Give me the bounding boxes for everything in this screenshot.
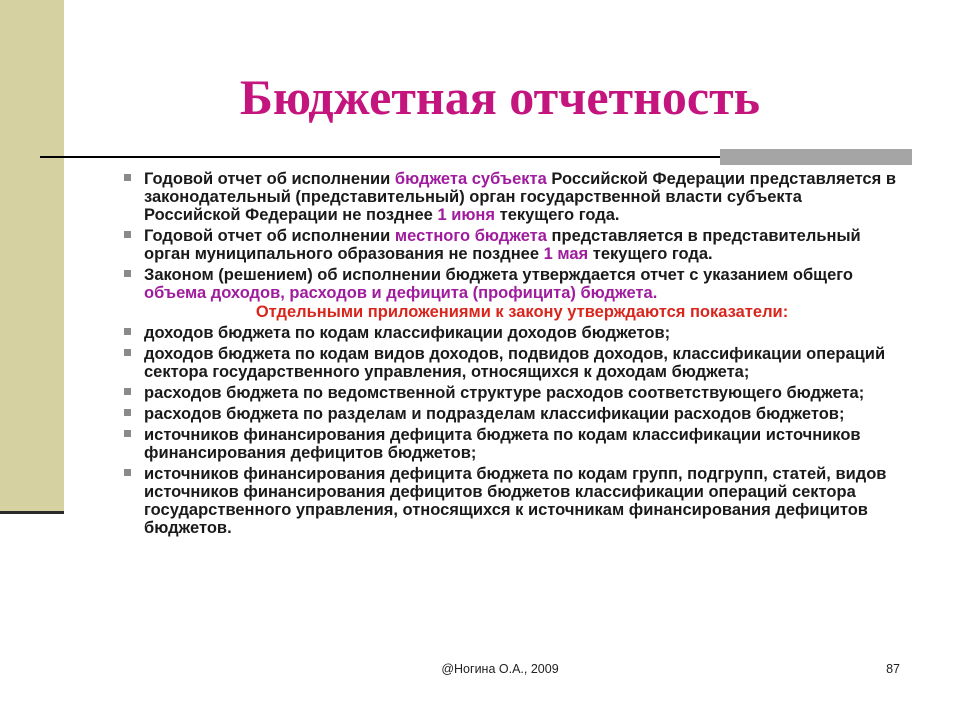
item-text-part: Законом (решением) об исполнении бюджета утверждается отчет с указанием общего <box>144 266 854 284</box>
highlighted-text: объема доходов, расходов и дефицита (профицита) бюджета. <box>144 284 658 302</box>
highlighted-date: 1 июня <box>437 206 496 224</box>
indicator-text: источников финансирования дефицита бюджета по кодам классификации источников финансирования дефицитов бюджетов; <box>144 426 861 462</box>
highlighted-date: 1 мая <box>543 245 589 263</box>
indicator-text: доходов бюджета по кодам классификации доходов бюджетов; <box>144 324 671 342</box>
square-bullet-icon <box>124 270 131 277</box>
indicator-item <box>120 324 900 342</box>
indicator-item <box>120 345 900 381</box>
item-text-part: текущего года. <box>588 245 713 263</box>
decorative-gray-bar <box>720 149 912 165</box>
highlighted-text: бюджета субъекта <box>394 170 547 188</box>
square-bullet-icon <box>124 430 131 437</box>
indicator-item <box>120 405 900 423</box>
square-bullet-icon <box>124 469 131 476</box>
indicators-heading: Отдельными приложениями к закону утверждаются показатели: <box>255 303 789 321</box>
item-text-part: Годовой отчет об исполнении <box>144 227 395 245</box>
square-bullet-icon <box>124 388 131 395</box>
indicator-item <box>120 465 900 537</box>
list-item <box>120 170 900 224</box>
indicator-item <box>120 384 900 402</box>
indicator-text: расходов бюджета по разделам и подразделам классификации расходов бюджетов; <box>144 405 845 423</box>
list-item <box>120 227 900 263</box>
item-text-part: Российской Федерации представляется в законодательный (представительный) орган государственной власти субъекта Российской Федерации не позднее <box>144 170 896 224</box>
square-bullet-icon <box>124 231 131 238</box>
indicator-text: источников финансирования дефицита бюджета по кодам групп, подгрупп, статей, видов источников финансирования дефицитов бюджетов классификации операций сектора государственного управления, относящихся к источникам финансирования дефицитов бюджетов. <box>144 465 887 537</box>
square-bullet-icon <box>124 174 131 181</box>
footer-author: @Ногина О.А., 2009 <box>441 662 559 676</box>
sidebar-underline <box>0 511 64 514</box>
list-item <box>120 266 900 302</box>
slide-content <box>120 170 900 540</box>
square-bullet-icon <box>124 328 131 335</box>
item-text-part: представляется в представительный орган муниципального образования не позднее <box>144 227 861 263</box>
indicator-text: доходов бюджета по кодам видов доходов, подвидов доходов, классификации операций сектора государственного управления, относящихся к доходам бюджета; <box>144 345 886 381</box>
indicator-item <box>120 426 900 462</box>
item-text-part: текущего года. <box>495 206 620 224</box>
slide-title: Бюджетная отчетность <box>239 69 761 125</box>
decorative-sidebar <box>0 0 64 512</box>
indicator-text: расходов бюджета по ведомственной структуре расходов соответствующего бюджета; <box>144 384 865 402</box>
highlighted-text: местного бюджета <box>394 227 547 245</box>
page-number: 87 <box>886 662 900 676</box>
item-text-part: Годовой отчет об исполнении <box>144 170 395 188</box>
square-bullet-icon <box>124 409 131 416</box>
square-bullet-icon <box>124 349 131 356</box>
